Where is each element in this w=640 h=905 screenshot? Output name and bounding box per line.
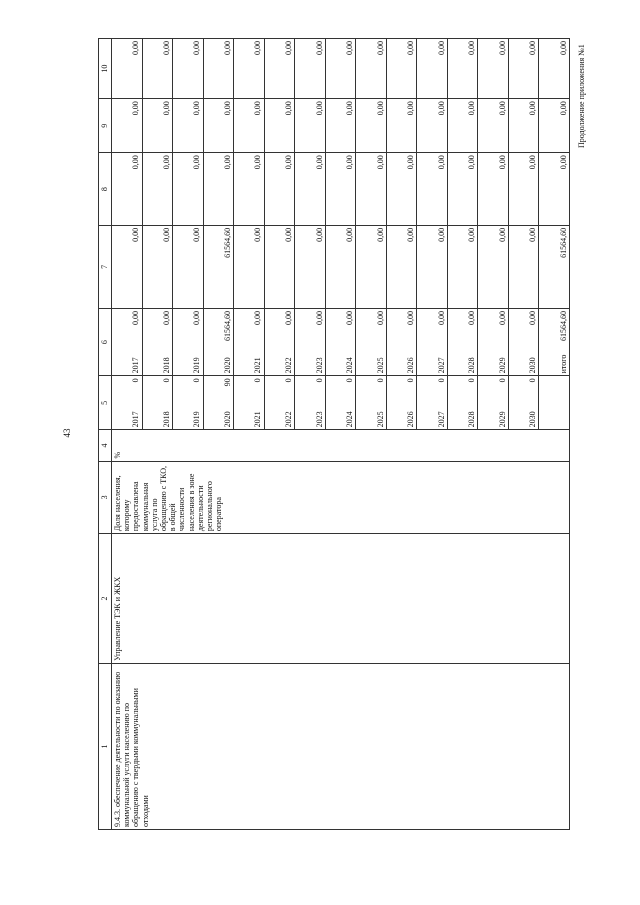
funding-cell: 0,00	[356, 153, 387, 226]
funding-total-cell	[234, 308, 265, 375]
funding-total-cell	[112, 308, 143, 375]
target-value: 0	[284, 378, 293, 383]
funding-cell: 0,00	[295, 39, 326, 99]
target-value: 0	[314, 378, 324, 383]
year-label: 2024	[345, 357, 355, 374]
funding-cell: 0,00	[325, 153, 356, 226]
year-label: 2021	[253, 357, 263, 374]
year-label: 2027	[436, 357, 446, 374]
target-value: 0	[406, 378, 416, 383]
funding-cell: 0,00	[264, 153, 295, 226]
funding-cell: 0,00	[112, 99, 143, 153]
funding-cell: 0,00	[142, 99, 173, 153]
funding-cell: 0,00	[112, 153, 143, 226]
funding-cell: 0,00	[447, 99, 478, 153]
column-header: 6	[99, 308, 112, 375]
funding-cell: 0,00	[264, 225, 295, 308]
funding-cell: 0,00	[203, 153, 234, 226]
year-label: 2022	[284, 357, 293, 374]
funding-cell: 0,00	[203, 99, 234, 153]
target-value-cell	[295, 376, 326, 430]
funding-cell: 0,00	[234, 99, 265, 153]
column-header: 8	[99, 153, 112, 226]
target-value-cell	[386, 376, 417, 430]
funding-cell: 61564,60	[203, 225, 234, 308]
target-value-cell	[234, 376, 265, 430]
funding-cell: 0,00	[112, 225, 143, 308]
year-label: 2028	[467, 411, 477, 428]
funding-cell: 0,00	[295, 99, 326, 153]
funding-cell: 0,00	[508, 39, 539, 99]
column-header: 1	[99, 663, 112, 829]
funding-cell: 0,00	[356, 225, 387, 308]
funding-cell: 0,00	[142, 153, 173, 226]
funding-total-cell	[295, 308, 326, 375]
executor-cell: Управление ТЭК и ЖКХ	[112, 534, 570, 664]
funding-total-cell	[173, 308, 204, 375]
funding-total-cell	[447, 308, 478, 375]
funding-total: 0,00	[375, 310, 385, 325]
year-label: 2017	[131, 357, 141, 374]
funding-cell: 0,00	[478, 99, 509, 153]
target-value: 0	[528, 378, 538, 383]
target-value: 0	[131, 378, 141, 383]
funding-total-cell	[203, 308, 234, 375]
year-label: 2018	[161, 357, 171, 374]
total-label: итого	[558, 354, 568, 374]
funding-cell: 0,00	[142, 225, 173, 308]
funding-total: 0,00	[314, 310, 324, 325]
target-value-cell	[142, 376, 173, 430]
year-label: 2028	[467, 357, 477, 374]
funding-total: 0,00	[467, 310, 477, 325]
funding-cell: 0,00	[234, 225, 265, 308]
year-label: 2023	[314, 357, 324, 374]
rotated-sheet	[98, 38, 570, 830]
funding-cell: 0,00	[173, 153, 204, 226]
target-value: 0	[436, 378, 446, 383]
year-label: 2019	[192, 357, 202, 374]
funding-cell: 0,00	[264, 99, 295, 153]
funding-total-cell	[386, 308, 417, 375]
target-value: 0	[375, 378, 385, 383]
column-header: 3	[99, 461, 112, 534]
funding-cell: 0,00	[325, 225, 356, 308]
year-label: 2030	[528, 357, 538, 374]
funding-cell: 0,00	[478, 153, 509, 226]
funding-cell: 0,00	[508, 153, 539, 226]
column-header: 5	[99, 376, 112, 430]
total-value: 61564,60	[558, 310, 568, 341]
year-label: 2017	[131, 411, 141, 428]
target-value: 0	[253, 378, 263, 383]
total-cell: 0,00	[539, 153, 570, 226]
year-label: 2027	[436, 411, 446, 428]
funding-cell: 0,00	[386, 153, 417, 226]
funding-total-cell	[264, 308, 295, 375]
target-value-cell	[478, 376, 509, 430]
year-label: 2018	[161, 411, 171, 428]
funding-cell: 0,00	[417, 99, 448, 153]
target-value-cell	[173, 376, 204, 430]
funding-cell: 0,00	[356, 99, 387, 153]
year-label: 2029	[497, 357, 507, 374]
empty-cell	[539, 376, 570, 430]
year-label: 2020	[222, 411, 232, 428]
continuation-note: Продолжение приложения №1	[577, 44, 586, 148]
funding-cell: 0,00	[508, 225, 539, 308]
funding-cell: 0,00	[447, 39, 478, 99]
target-value-cell	[264, 376, 295, 430]
funding-total: 0,00	[284, 310, 293, 325]
funding-cell: 0,00	[203, 39, 234, 99]
column-header: 2	[99, 534, 112, 664]
target-value-cell	[447, 376, 478, 430]
measure-name: 9.4.3. обеспечение деятельности по оказанию коммунальной услуги населению по обращению с твердыми коммунальными отходами	[112, 663, 570, 829]
funding-cell: 0,00	[447, 225, 478, 308]
unit-cell: %	[112, 430, 570, 461]
funding-cell: 0,00	[417, 39, 448, 99]
year-label: 2026	[406, 411, 416, 428]
funding-total-cell	[142, 308, 173, 375]
year-label: 2025	[375, 357, 385, 374]
measures-table	[98, 38, 570, 830]
target-value: 0	[467, 378, 477, 383]
funding-cell: 0,00	[325, 99, 356, 153]
funding-cell: 0,00	[386, 99, 417, 153]
column-header: 7	[99, 225, 112, 308]
target-value-cell	[417, 376, 448, 430]
year-label: 2029	[497, 411, 507, 428]
funding-cell: 0,00	[234, 39, 265, 99]
funding-total: 0,00	[497, 310, 507, 325]
funding-total: 0,00	[192, 310, 202, 325]
year-label: 2026	[406, 357, 416, 374]
funding-total-cell	[478, 308, 509, 375]
funding-total: 0,00	[406, 310, 416, 325]
funding-cell: 0,00	[325, 39, 356, 99]
header-row	[99, 39, 112, 830]
target-value: 0	[345, 378, 355, 383]
page-number: 43	[62, 428, 72, 438]
funding-cell: 0,00	[508, 99, 539, 153]
funding-cell: 0,00	[447, 153, 478, 226]
target-value-cell	[325, 376, 356, 430]
year-label: 2021	[253, 411, 263, 428]
funding-cell: 0,00	[112, 39, 143, 99]
funding-total-cell	[325, 308, 356, 375]
target-value-cell	[203, 376, 234, 430]
year-label: 2024	[345, 411, 355, 428]
year-label: 2030	[528, 411, 538, 428]
funding-cell: 0,00	[142, 39, 173, 99]
funding-cell: 0,00	[173, 99, 204, 153]
funding-total: 0,00	[131, 310, 141, 325]
target-value: 90	[222, 378, 232, 387]
funding-cell: 0,00	[173, 225, 204, 308]
funding-cell: 0,00	[264, 39, 295, 99]
total-cell: 0,00	[539, 39, 570, 99]
funding-cell: 0,00	[386, 39, 417, 99]
funding-cell: 0,00	[386, 225, 417, 308]
target-value: 0	[497, 378, 507, 383]
funding-total-cell	[356, 308, 387, 375]
funding-cell: 0,00	[356, 39, 387, 99]
year-label: 2019	[192, 411, 202, 428]
total-cell: 61564,60	[539, 225, 570, 308]
funding-total: 0,00	[161, 310, 171, 325]
funding-cell: 0,00	[295, 153, 326, 226]
funding-total: 0,00	[253, 310, 263, 325]
funding-cell: 0,00	[417, 225, 448, 308]
funding-total-cell	[508, 308, 539, 375]
funding-total: 61564,60	[222, 310, 232, 341]
funding-cell: 0,00	[478, 225, 509, 308]
target-value: 0	[161, 378, 171, 383]
funding-total-cell	[417, 308, 448, 375]
column-header: 9	[99, 99, 112, 153]
column-header: 4	[99, 430, 112, 461]
total-cell: 0,00	[539, 99, 570, 153]
funding-cell: 0,00	[173, 39, 204, 99]
year-label: 2022	[284, 411, 293, 428]
indicator-cell: Доля населения, которому предоставлена коммунальная услуга по обращению с ТКО, в общей численности населения в зоне деятельности регионального оператора	[112, 461, 570, 534]
target-value-cell	[112, 376, 143, 430]
funding-total: 0,00	[528, 310, 538, 325]
funding-total: 0,00	[345, 310, 355, 325]
target-value-cell	[508, 376, 539, 430]
funding-cell: 0,00	[234, 153, 265, 226]
year-label: 2025	[375, 411, 385, 428]
year-label: 2020	[222, 357, 232, 374]
target-value: 0	[192, 378, 202, 383]
funding-cell: 0,00	[478, 39, 509, 99]
column-header: 10	[99, 39, 112, 99]
table-row	[112, 39, 143, 830]
target-value-cell	[356, 376, 387, 430]
total-cell	[539, 308, 570, 375]
funding-cell: 0,00	[295, 225, 326, 308]
funding-cell: 0,00	[417, 153, 448, 226]
year-label: 2023	[314, 411, 324, 428]
funding-total: 0,00	[436, 310, 446, 325]
